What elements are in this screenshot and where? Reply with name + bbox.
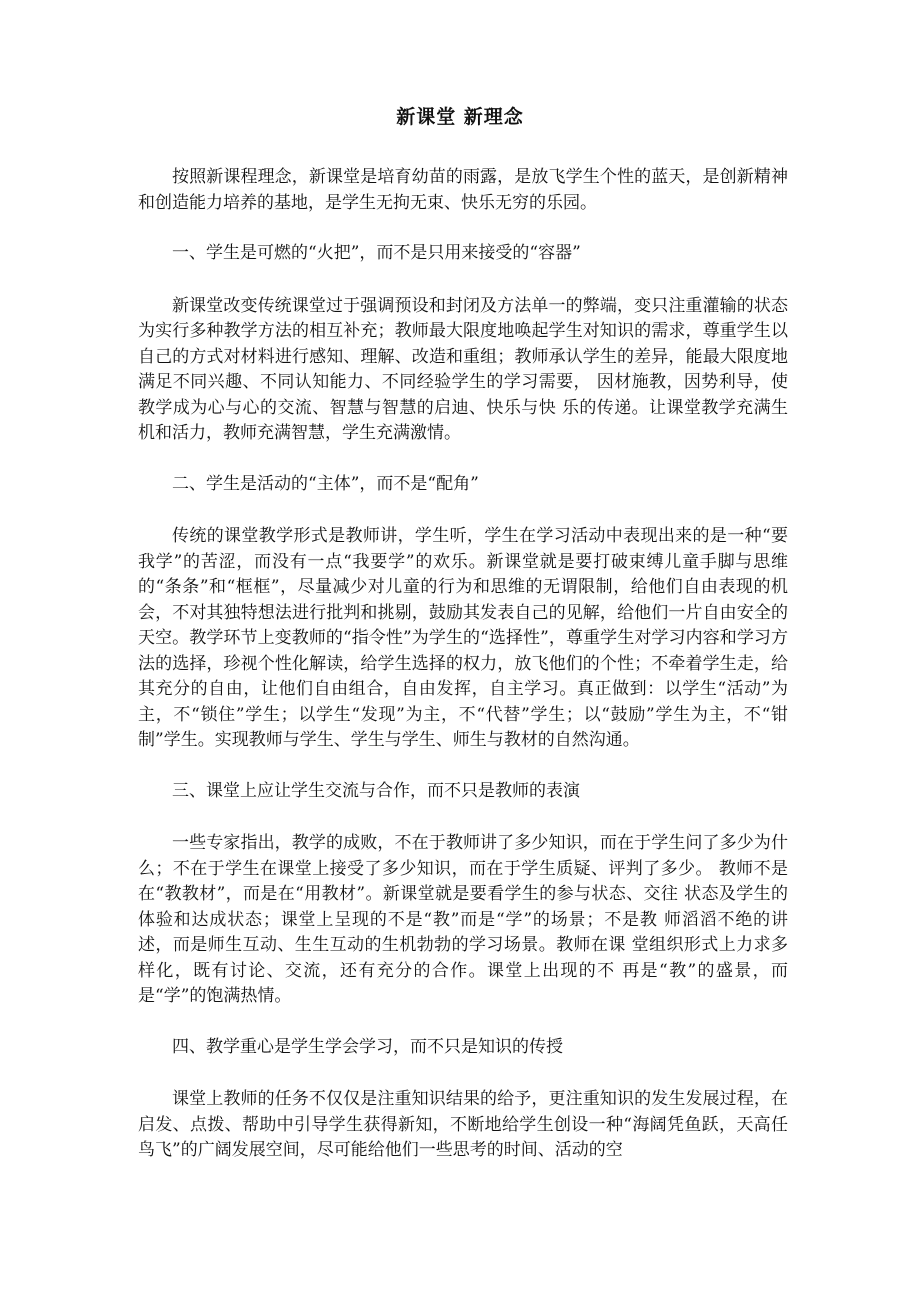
document-title: 新课堂 新理念 [396, 106, 524, 128]
section-3-paragraph: 一些专家指出，教学的成败，不在于教师讲了多少知识，而在于学生问了多少为什么；不在于学生在课堂上接受了多少知识，而在于学生质疑、评判了多少。 教师不是在“教教材”，而是在“用教材”。新课堂就是要看学生的参与状态、交往 状态及学生的体验和达成状态；课堂上呈现的不是“教”而是“学”的场景；不是教 师滔滔不绝的讲述，而是师生互动、生生互动的生机勃勃的学习场景。教师在课 堂组织形式上力求多样化，既有讨论、交流，还有充分的合作。课堂上出现的不 再是“教”的盛景，而是“学”的饱满热情。 [138, 833, 788, 1006]
section-1-paragraph: 新课堂改变传统课堂过于强调预设和封闭及方法单一的弊端，变只注重灌输的状态为实行多种教学方法的相互补充；教师最大限度地唤起学生对知识的需求，尊重学生以自己的方式对材料进行感知、理解、改造和重组；教师承认学生的差异，能最大限度地满足不同兴趣、不同认知能力、不同经验学生的学习需要， 因材施教，因势利导，使教学成为心与心的交流、智慧与智慧的启迪、快乐与快 乐的传递。让课堂教学充满生机和活力，教师充满智慧，学生充满激情。 [138, 295, 788, 443]
section-4-paragraph: 课堂上教师的任务不仅仅是注重知识结果的给予，更注重知识的发生发展过程，在启发、点拨、帮助中引导学生获得新知，不断地给学生创设一种“海阔凭鱼跃，天高任鸟飞”的广阔发展空间，尽可能给他们一些思考的时间、活动的空 [138, 1089, 788, 1160]
section-4-heading: 四、教学重心是学生学会学习，而不只是知识的传授 [172, 1036, 563, 1057]
document-body [138, 165, 788, 1189]
section-2-paragraph: 传统的课堂教学形式是教师讲，学生听，学生在学习活动中表现出来的是一种“要我学”的苦涩，而没有一点“我要学”的欢乐。新课堂就是要打破束缚儿童手脚与思维的“条条”和“框框”，尽量减少对儿童的行为和思维的无谓限制，给他们自由表现的机会，不对其独特想法进行批判和挑剔，鼓励其发表自己的见解，给他们一片自由安全的天空。教学环节上变教师的“指令性”为学生的“选择性”，尊重学生对学习内容和学习方法的选择，珍视个性化解读，给学生选择的权力，放飞他们的个性；不牵着学生走，给其充分的自由，让他们自由组合，自由发挥，自主学习。真正做到：以学生“活动”为主，不“锁住”学生；以学生“发现”为主，不“代替”学生；以“鼓励”学生为主，不“钳制”学生。实现教师与学生、学生与学生、师生与教材的自然沟通。 [138, 526, 788, 750]
intro-paragraph: 按照新课程理念，新课堂是培育幼苗的雨露，是放飞学生个性的蓝天，是创新精神和创造能力培养的基地，是学生无拘无束、快乐无穷的乐园。 [138, 167, 788, 213]
section-3-heading: 三、课堂上应让学生交流与合作，而不只是教师的表演 [172, 780, 580, 801]
section-2-heading: 二、学生是活动的“主体”，而不是“配角” [172, 473, 479, 494]
section-1-heading: 一、学生是可燃的“火把”，而不是只用来接受的“容器” [172, 243, 581, 263]
